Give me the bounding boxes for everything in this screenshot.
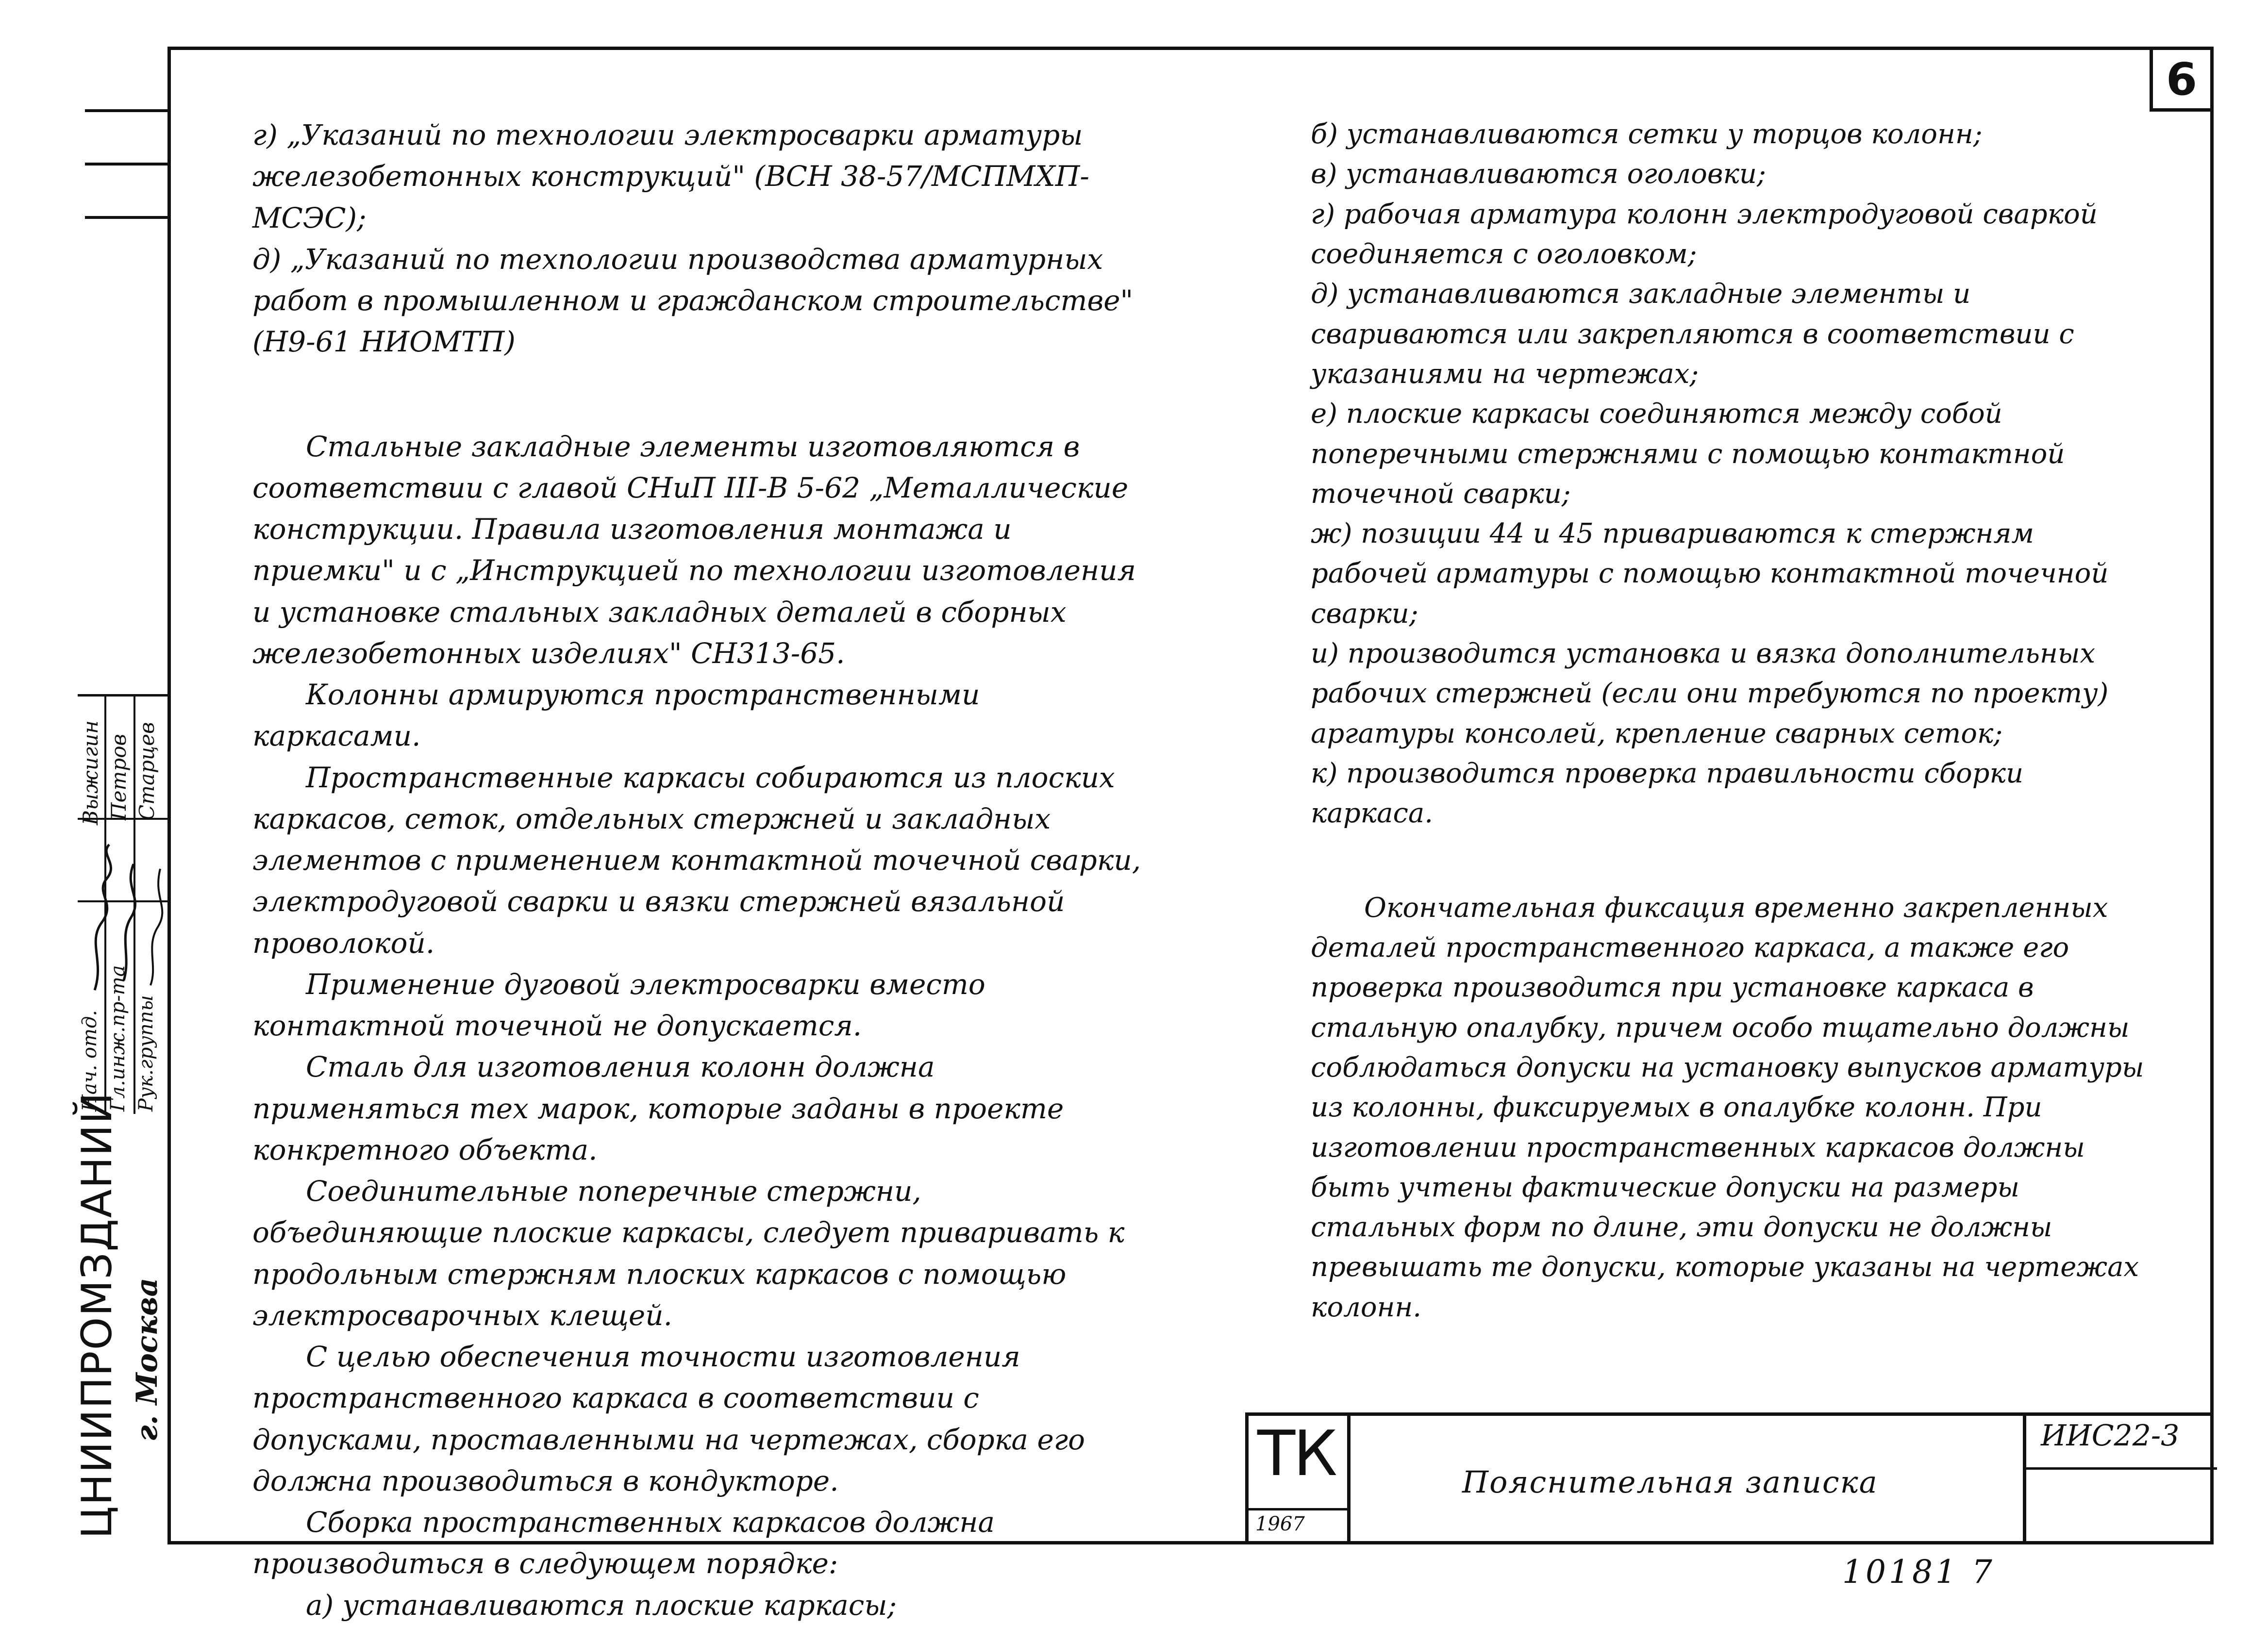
- paragraph-accuracy: С целью обеспечения точности изготовления пространственного каркаса в соответствии с допусками, проставленными на чертежах, сборка его должна производиться в кондукторе.: [252, 1340, 1085, 1497]
- item-g: г) „Указаний по технологии электросварки арматуры железобетонных конструкций" (ВСН 38-57/МСПМХП- МСЭС);: [252, 118, 1090, 234]
- title-block: [1245, 1412, 2214, 1544]
- paragraph-steel-elements: Стальные закладные элементы изготовляются в соответствии с главой СНиП III-В 5-62 „Металлические конструкции. Правила изготовления монтажа и приемки" и с „Инструкцией по технологии изготовления и установке стальных закладных деталей в сборных железобетонных изделиях" СН313-65.: [252, 430, 1136, 670]
- name-3: Старцев: [135, 722, 159, 820]
- paragraph-final-fixation: Окончательная фиксация временно закрепленных деталей пространственного каркаса, а также его проверка производится при установке каркаса в стальную опалубку, причем особо тщательно должны соблюдаться допуски на установку выпусков арматуры из колонны, фиксируемых в опалубке колонн. При изготовлении пространственных каркасов должны быть учтены фактические допуски на размеры стальных форм по длине, эти допуски не должны превышать те допуски, которые указаны на чертежах колонн.: [1311, 892, 2144, 1323]
- item-b: б) устанавливаются сетки у торцов колонн;: [1311, 118, 1983, 150]
- paragraph-columns: Колонны армируются пространственными каркасами.: [252, 678, 980, 753]
- paragraph-steel-grade: Сталь для изготовления колонн должна применяться тех марок, которые заданы в проекте конкретного объекта.: [252, 1050, 1064, 1166]
- city-name: г. Москва: [130, 1278, 164, 1442]
- item-zh: ж) позиции 44 и 45 привариваются к стержням рабочей арматуры с помощью контактной точечной сварки;: [1311, 518, 2109, 630]
- name-1: Выжигин: [79, 720, 102, 825]
- item-d: д) „Указаний по техпологии производства арматурных работ в промышленном и гражданском строительстве" (Н9-61 НИОМТП): [252, 242, 1134, 359]
- item-e: е) плоские каркасы соединяются между собой поперечными стержнями с помощью контактной точечной сварки;: [1311, 398, 2065, 510]
- code-cell: [2023, 1416, 2217, 1544]
- role-1: Нач. отд.: [79, 1010, 101, 1112]
- item-d-right: д) устанавливаются закладные элементы и свариваются или закрепляются в соответствии с указаниями на чертежах;: [1311, 278, 2074, 390]
- left-column: [252, 115, 1151, 1626]
- paragraph-connecting-rods: Соединительные поперечные стержни, объединяющие плоские каркасы, следует приваривать к продольным стержням плоских каркасов с помощью электросварочных клещей.: [252, 1175, 1125, 1332]
- item-i: и) производится установка и вязка дополнительных рабочих стержней (если они требуются по проекту) аргатуры консолей, крепление сварных сеток;: [1311, 638, 2109, 749]
- tk-cell: [1249, 1416, 1351, 1544]
- page-number: 6: [2150, 47, 2214, 112]
- year-label: 1967: [1255, 1513, 1305, 1535]
- role-2: Гл.инж.пр-та: [107, 965, 129, 1112]
- footer-number: 10181 7: [1842, 1553, 1995, 1591]
- paragraph-assembly-order: Сборка пространственных каркасов должна производиться в следующем порядке:: [252, 1506, 995, 1580]
- item-k: к) производится проверка правильности сборки каркаса.: [1311, 758, 2024, 830]
- tk-label: ТК: [1257, 1418, 1336, 1490]
- item-g-right: г) рабочая арматура колонн электродуговой сваркой соединяется с оголовком;: [1311, 198, 2098, 270]
- item-a: а) устанавливаются плоские каркасы;: [306, 1588, 897, 1622]
- name-2: Петров: [107, 734, 131, 820]
- item-v: в) устанавливаются оголовки;: [1311, 158, 1766, 190]
- organization-name: ЦНИИПРОМЗДАНИЙ: [73, 1091, 121, 1539]
- paragraph-arc-welding: Применение дуговой электросварки вместо контактной точечной не допускается.: [252, 967, 985, 1042]
- role-3: Рук.группы: [135, 995, 157, 1112]
- series-code: ИИС22-3: [2041, 1419, 2180, 1453]
- right-column: [1311, 115, 2146, 1327]
- paragraph-frames: Пространственные каркасы собираются из плоских каркасов, сеток, отдельных стержней и закладных элементов с применением контактной точечной сварки, электродуговой сварки и вязки стержней вязальной проволокой.: [252, 761, 1141, 960]
- sheet-title: Пояснительная записка: [1462, 1464, 1878, 1500]
